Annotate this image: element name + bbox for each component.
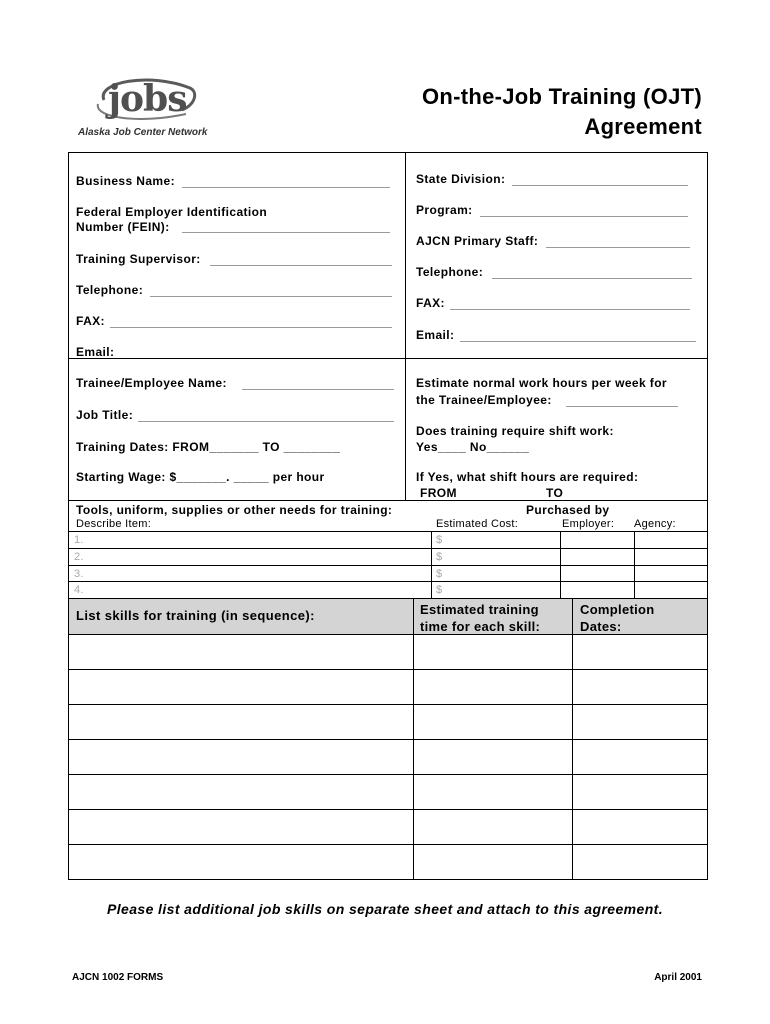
trainee-name-field[interactable] xyxy=(242,377,394,390)
col-divider-skill xyxy=(413,598,414,880)
training-supervisor-label: Training Supervisor: xyxy=(76,252,201,266)
title-line-2: Agreement xyxy=(584,114,702,139)
program-label: Program: xyxy=(416,203,473,217)
title-line-1: On-the-Job Training (OJT) xyxy=(421,84,702,109)
divider-2 xyxy=(68,500,708,501)
state-telephone-label: Telephone: xyxy=(416,265,484,279)
estimate-hours-label-2: the Trainee/Employee: xyxy=(416,393,552,407)
employer-fax-label: FAX: xyxy=(76,314,105,328)
tool-cost-4[interactable]: $ xyxy=(436,584,443,596)
divider-1 xyxy=(68,358,708,359)
form-date: April 2001 xyxy=(654,972,702,983)
skill-cell-3[interactable] xyxy=(69,705,413,738)
logo-text: jobs xyxy=(108,78,187,120)
starting-wage-label: Starting Wage: $_______. _____ per hour xyxy=(76,470,325,484)
skills-header: List skills for training (in sequence): xyxy=(76,608,315,623)
completion-dates-header xyxy=(580,601,655,635)
describe-item-label: Describe Item: xyxy=(76,518,152,530)
job-title-label: Job Title: xyxy=(76,408,134,422)
purchased-by-label: Purchased by xyxy=(526,503,610,517)
form-number: AJCN 1002 FORMS xyxy=(72,972,164,983)
job-title-field[interactable] xyxy=(138,409,394,422)
col-divider-time xyxy=(572,598,573,880)
divider-6 xyxy=(68,581,708,582)
training-dates-label: Training Dates: FROM_______ TO ________ xyxy=(76,440,341,454)
tool-item-3[interactable]: 3. xyxy=(74,568,84,580)
completion-line-2: Dates: xyxy=(580,619,622,634)
employer-col-label: Employer: xyxy=(562,518,615,530)
trainee-name-label: Trainee/Employee Name: xyxy=(76,376,227,390)
state-email-label: Email: xyxy=(416,328,455,342)
shift-yes-no[interactable]: Yes____ No______ xyxy=(416,440,530,454)
state-division-label: State Division: xyxy=(416,172,506,186)
tool-cost-2[interactable]: $ xyxy=(436,551,443,563)
skill-cell-4[interactable] xyxy=(69,740,413,773)
shift-work-question: Does training require shift work: xyxy=(416,424,614,438)
estimate-hours-field[interactable] xyxy=(566,394,678,407)
col-divider-employer xyxy=(634,531,635,598)
training-supervisor-field[interactable] xyxy=(210,253,392,266)
divider-5 xyxy=(68,565,708,566)
skill-cell-6[interactable] xyxy=(69,810,413,843)
agency-col-label: Agency: xyxy=(634,518,676,530)
shift-hours-label: If Yes, what shift hours are required: xyxy=(416,470,639,484)
state-email-field[interactable] xyxy=(460,329,696,342)
fein-label-1: Federal Employer Identification xyxy=(76,205,268,219)
skill-cell-1[interactable] xyxy=(69,635,413,668)
additional-skills-note: Please list additional job skills on separate sheet and attach to this agreement. xyxy=(107,901,663,917)
page-title xyxy=(422,82,702,142)
employer-telephone-label: Telephone: xyxy=(76,283,144,297)
state-division-field[interactable] xyxy=(512,173,688,186)
tool-item-2[interactable]: 2. xyxy=(74,551,84,563)
employer-telephone-field[interactable] xyxy=(150,284,392,297)
state-fax-field[interactable] xyxy=(450,297,690,310)
business-name-label: Business Name: xyxy=(76,174,175,188)
business-name-field[interactable] xyxy=(182,175,390,188)
col-divider-item xyxy=(431,531,432,598)
divider-3 xyxy=(68,531,708,532)
col-divider-cost xyxy=(560,531,561,598)
ajcn-staff-field[interactable] xyxy=(546,235,690,248)
tools-header: Tools, uniform, supplies or other needs for training: xyxy=(76,503,393,517)
shift-from-label: FROM xyxy=(420,486,457,500)
skill-cell-5[interactable] xyxy=(69,775,413,808)
skill-cell-7[interactable] xyxy=(69,845,413,879)
state-telephone-field[interactable] xyxy=(492,266,692,279)
estimated-cost-label: Estimated Cost: xyxy=(436,518,519,530)
tool-item-1[interactable]: 1. xyxy=(74,534,84,546)
program-field[interactable] xyxy=(480,204,688,217)
tool-item-4[interactable]: 4. xyxy=(74,584,84,596)
skill-cell-2[interactable] xyxy=(69,670,413,703)
employer-email-label: Email: xyxy=(76,345,115,359)
col-divider-top xyxy=(405,152,406,500)
tool-cost-1[interactable]: $ xyxy=(436,534,443,546)
ajcn-staff-label: AJCN Primary Staff: xyxy=(416,234,539,248)
completion-line-1: Completion xyxy=(580,602,655,617)
tool-cost-3[interactable]: $ xyxy=(436,568,443,580)
logo-subtitle: Alaska Job Center Network xyxy=(78,127,208,138)
fein-label-2: Number (FEIN): xyxy=(76,220,170,234)
divider-4 xyxy=(68,548,708,549)
estimated-time-line-2: time for each skill: xyxy=(420,619,541,634)
divider-7 xyxy=(68,598,708,599)
state-fax-label: FAX: xyxy=(416,296,445,310)
shift-to-label: TO xyxy=(546,486,564,500)
estimate-hours-label-1: Estimate normal work hours per week for xyxy=(416,376,668,390)
employer-fax-field[interactable] xyxy=(110,315,392,328)
estimated-time-line-1: Estimated training xyxy=(420,602,539,617)
fein-field[interactable] xyxy=(182,220,390,233)
estimated-time-header xyxy=(420,601,540,635)
